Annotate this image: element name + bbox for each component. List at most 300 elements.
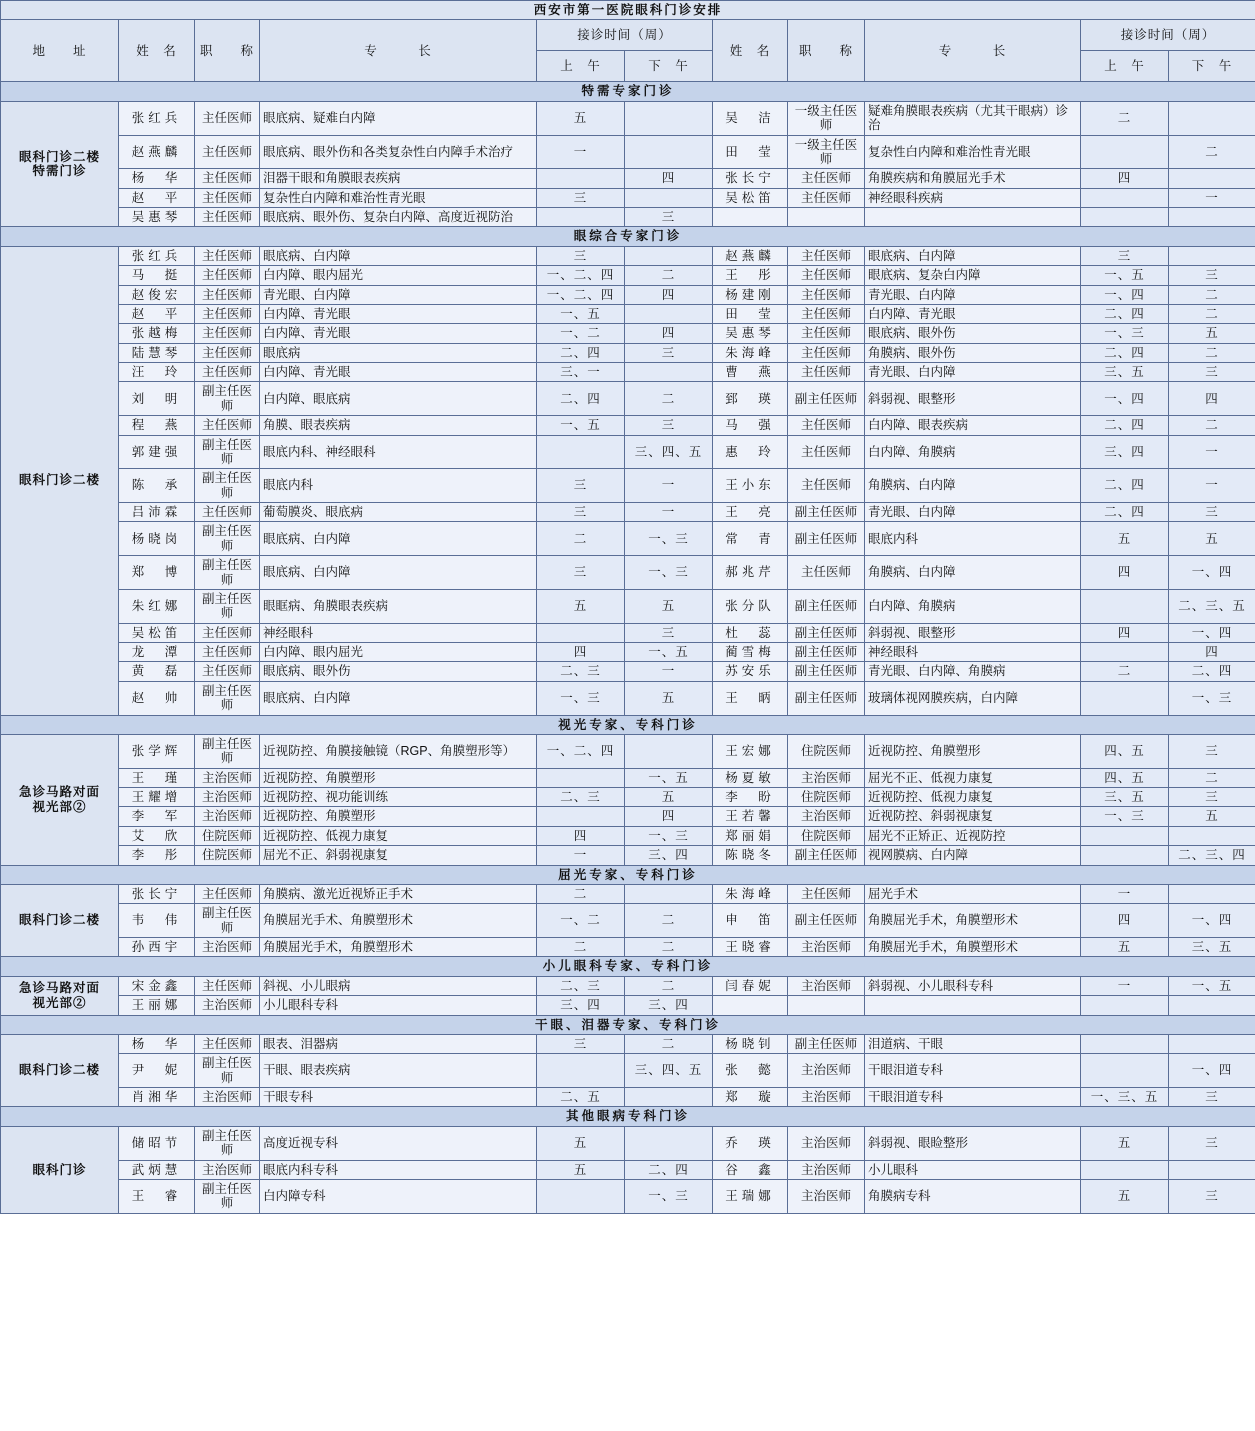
- doctor-specialty: 白内障、眼表疾病: [865, 416, 1081, 435]
- table-row: [1, 623, 1255, 642]
- visit-time-pm: 三: [625, 416, 713, 435]
- table-row: [1, 1088, 1255, 1107]
- doctor-specialty: 屈光手术: [865, 884, 1081, 903]
- doctor-name: 艾 欣: [119, 826, 195, 845]
- visit-time-am: 五: [1081, 1179, 1169, 1213]
- table-row: [1, 285, 1255, 304]
- visit-time-am: 三、一: [537, 363, 625, 382]
- doctor-specialty: 眼底病、白内障: [260, 246, 537, 265]
- section-header-row: [1, 865, 1255, 884]
- visit-time-pm: [625, 188, 713, 207]
- visit-time-am: [537, 768, 625, 787]
- doctor-job-title: 主任医师: [788, 304, 865, 323]
- visit-time-am: [537, 1179, 625, 1213]
- visit-time-am: [1081, 681, 1169, 715]
- visit-time-pm: 一、三: [1169, 681, 1255, 715]
- doctor-job-title: 副主任医师: [195, 469, 260, 503]
- header-visit-time-left: 接诊时间（周）: [537, 20, 713, 51]
- doctor-name: 马 强: [713, 416, 788, 435]
- visit-time-pm: 一、五: [625, 643, 713, 662]
- visit-time-am: [1081, 846, 1169, 865]
- doctor-name: 赵俊宏: [119, 285, 195, 304]
- header-row-top: [1, 20, 1255, 51]
- visit-time-pm: 四: [625, 285, 713, 304]
- doctor-name: 郑 博: [119, 556, 195, 590]
- table-row: [1, 1179, 1255, 1213]
- section-header-row: [1, 1107, 1255, 1126]
- doctor-name: 马 挺: [119, 266, 195, 285]
- doctor-specialty: 小儿眼科专科: [260, 996, 537, 1015]
- visit-time-am: 三: [537, 556, 625, 590]
- visit-time-pm: [1169, 1034, 1255, 1053]
- doctor-name: 陆慧琴: [119, 343, 195, 362]
- visit-time-am: 二、四: [537, 343, 625, 362]
- table-row: [1, 169, 1255, 188]
- table-row: [1, 208, 1255, 227]
- visit-time-pm: [1169, 101, 1255, 135]
- doctor-job-title: 主治医师: [195, 807, 260, 826]
- doctor-specialty: 近视防控、视功能训练: [260, 788, 537, 807]
- doctor-name: 杨 华: [119, 1034, 195, 1053]
- visit-time-pm: 三、四: [625, 996, 713, 1015]
- doctor-specialty: 青光眼、白内障: [260, 285, 537, 304]
- visit-time-pm: 二: [1169, 135, 1255, 169]
- visit-time-am: 四: [1081, 904, 1169, 938]
- visit-time-am: 二、三: [537, 976, 625, 995]
- visit-time-pm: 三: [1169, 1179, 1255, 1213]
- table-row: [1, 1160, 1255, 1179]
- doctor-name: 张学辉: [119, 734, 195, 768]
- doctor-name: 王 昞: [713, 681, 788, 715]
- doctor-job-title: 主治医师: [195, 938, 260, 957]
- doctor-job-title: 主任医师: [195, 324, 260, 343]
- doctor-job-title: 主治医师: [788, 1088, 865, 1107]
- doctor-name: 张长宁: [713, 169, 788, 188]
- doctor-specialty: 眼表、泪器病: [260, 1034, 537, 1053]
- visit-time-am: 一、五: [537, 416, 625, 435]
- doctor-specialty: 近视防控、斜弱视康复: [865, 807, 1081, 826]
- doctor-job-title: 主治医师: [195, 1160, 260, 1179]
- visit-time-am: [537, 169, 625, 188]
- doctor-name: 王若馨: [713, 807, 788, 826]
- visit-time-am: 四: [1081, 623, 1169, 642]
- doctor-job-title: 主任医师: [195, 416, 260, 435]
- table-row: [1, 363, 1255, 382]
- doctor-job-title: 主治医师: [195, 996, 260, 1015]
- doctor-name: 蔺雪梅: [713, 643, 788, 662]
- doctor-name: 王 瑾: [119, 768, 195, 787]
- doctor-job-title: 副主任医师: [788, 589, 865, 623]
- visit-time-am: 四: [1081, 556, 1169, 590]
- visit-time-pm: 五: [625, 788, 713, 807]
- doctor-specialty: 眼底病、眼外伤: [260, 662, 537, 681]
- doctor-specialty: 青光眼、白内障: [865, 363, 1081, 382]
- doctor-specialty: 近视防控、角膜塑形: [260, 807, 537, 826]
- doctor-name: 王 亮: [713, 503, 788, 522]
- address-cell: 眼科门诊: [1, 1126, 119, 1213]
- doctor-specialty: 斜弱视、眼整形: [865, 623, 1081, 642]
- visit-time-pm: 三: [1169, 788, 1255, 807]
- visit-time-pm: 三、五: [1169, 938, 1255, 957]
- visit-time-am: 二、四: [1081, 469, 1169, 503]
- doctor-specialty: 眼底内科: [260, 469, 537, 503]
- doctor-name: 曹 燕: [713, 363, 788, 382]
- doctor-job-title: 副主任医师: [195, 1179, 260, 1213]
- doctor-job-title: 副主任医师: [788, 904, 865, 938]
- doctor-name: 吴松笛: [713, 188, 788, 207]
- visit-time-pm: 一: [625, 469, 713, 503]
- doctor-specialty: 屈光不正、低视力康复: [865, 768, 1081, 787]
- doctor-name: 杨夏敏: [713, 768, 788, 787]
- doctor-name: 吴 洁: [713, 101, 788, 135]
- visit-time-am: 二、四: [1081, 304, 1169, 323]
- doctor-job-title: 副主任医师: [195, 522, 260, 556]
- table-row: [1, 681, 1255, 715]
- header-am-left: 上 午: [537, 51, 625, 82]
- doctor-specialty: 神经眼科: [865, 643, 1081, 662]
- visit-time-am: 二、四: [1081, 416, 1169, 435]
- doctor-specialty: 泪道病、干眼: [865, 1034, 1081, 1053]
- visit-time-am: 一: [1081, 976, 1169, 995]
- table-row: [1, 826, 1255, 845]
- table-row: [1, 904, 1255, 938]
- header-job-title-left: 职 称: [195, 20, 260, 82]
- doctor-specialty: 斜弱视、眼睑整形: [865, 1126, 1081, 1160]
- visit-time-am: 一、三: [537, 681, 625, 715]
- doctor-name: 闫春妮: [713, 976, 788, 995]
- visit-time-pm: 二、四: [625, 1160, 713, 1179]
- doctor-job-title: 主治医师: [788, 1126, 865, 1160]
- doctor-job-title: 主任医师: [788, 246, 865, 265]
- doctor-job-title: 主治医师: [788, 976, 865, 995]
- doctor-name: 张红兵: [119, 101, 195, 135]
- doctor-name: 黄 磊: [119, 662, 195, 681]
- visit-time-am: 一: [1081, 884, 1169, 903]
- doctor-job-title: 主任医师: [788, 435, 865, 469]
- visit-time-pm: [1169, 884, 1255, 903]
- doctor-specialty: 近视防控、角膜接触镜（RGP、角膜塑形等）: [260, 734, 537, 768]
- doctor-specialty: 眼眶病、角膜眼表疾病: [260, 589, 537, 623]
- table-row: [1, 188, 1255, 207]
- doctor-name: 朱海峰: [713, 343, 788, 362]
- doctor-specialty: 眼底病、白内障: [260, 681, 537, 715]
- table-row: [1, 246, 1255, 265]
- doctor-name: 杨 华: [119, 169, 195, 188]
- doctor-job-title: [788, 208, 865, 227]
- visit-time-pm: 三、四、五: [625, 1054, 713, 1088]
- doctor-specialty: 眼底病: [260, 343, 537, 362]
- visit-time-pm: [1169, 208, 1255, 227]
- visit-time-pm: [625, 101, 713, 135]
- doctor-name: 王晓睿: [713, 938, 788, 957]
- doctor-name: [713, 996, 788, 1015]
- doctor-name: 郭建强: [119, 435, 195, 469]
- doctor-name: 杨晓岗: [119, 522, 195, 556]
- visit-time-am: 一、二: [537, 324, 625, 343]
- visit-time-pm: 三: [1169, 363, 1255, 382]
- table-row: [1, 589, 1255, 623]
- visit-time-am: 一、四: [1081, 382, 1169, 416]
- doctor-name: 储昭节: [119, 1126, 195, 1160]
- table-row: [1, 556, 1255, 590]
- visit-time-am: [537, 208, 625, 227]
- doctor-specialty: 角膜屈光手术，角膜塑形术: [260, 938, 537, 957]
- header-name-right: 姓 名: [713, 20, 788, 82]
- visit-time-pm: 三、四: [625, 846, 713, 865]
- visit-time-pm: [625, 246, 713, 265]
- doctor-job-title: 主治医师: [788, 807, 865, 826]
- visit-time-pm: 五: [1169, 807, 1255, 826]
- doctor-name: 赵 平: [119, 304, 195, 323]
- table-row: [1, 416, 1255, 435]
- doctor-specialty: 眼底病、眼外伤: [865, 324, 1081, 343]
- section-header-row: [1, 957, 1255, 976]
- table-row: [1, 1054, 1255, 1088]
- doctor-specialty: 角膜病专科: [865, 1179, 1081, 1213]
- doctor-name: 肖湘华: [119, 1088, 195, 1107]
- doctor-specialty: 青光眼、白内障: [865, 285, 1081, 304]
- visit-time-pm: 二: [625, 938, 713, 957]
- doctor-job-title: 主任医师: [195, 503, 260, 522]
- visit-time-pm: 五: [1169, 324, 1255, 343]
- visit-time-am: 四、五: [1081, 734, 1169, 768]
- doctor-job-title: 主任医师: [195, 304, 260, 323]
- visit-time-pm: 一: [1169, 435, 1255, 469]
- doctor-name: 陈 承: [119, 469, 195, 503]
- doctor-name: 吕沛霖: [119, 503, 195, 522]
- visit-time-am: 二: [537, 522, 625, 556]
- doctor-specialty: 干眼泪道专科: [865, 1088, 1081, 1107]
- visit-time-am: 一: [537, 135, 625, 169]
- doctor-job-title: 住院医师: [788, 788, 865, 807]
- doctor-job-title: 主任医师: [195, 662, 260, 681]
- doctor-name: 苏安乐: [713, 662, 788, 681]
- doctor-specialty: 角膜、眼表疾病: [260, 416, 537, 435]
- visit-time-am: 四、五: [1081, 768, 1169, 787]
- doctor-specialty: 白内障专科: [260, 1179, 537, 1213]
- doctor-name: 赵 帅: [119, 681, 195, 715]
- doctor-specialty: 近视防控、角膜塑形: [865, 734, 1081, 768]
- visit-time-am: 三: [537, 469, 625, 503]
- doctor-name: 杜 蕊: [713, 623, 788, 642]
- visit-time-pm: 一、五: [1169, 976, 1255, 995]
- doctor-name: 韦 伟: [119, 904, 195, 938]
- visit-time-pm: 三: [1169, 1126, 1255, 1160]
- section-title: 屈光专家、专科门诊: [1, 865, 1255, 884]
- doctor-specialty: [865, 208, 1081, 227]
- header-name-left: 姓 名: [119, 20, 195, 82]
- doctor-name: 朱海峰: [713, 884, 788, 903]
- visit-time-pm: 四: [1169, 643, 1255, 662]
- doctor-specialty: [865, 996, 1081, 1015]
- doctor-job-title: 主治医师: [195, 1088, 260, 1107]
- doctor-specialty: 白内障、青光眼: [865, 304, 1081, 323]
- doctor-name: 刘 明: [119, 382, 195, 416]
- visit-time-pm: 五: [625, 681, 713, 715]
- visit-time-pm: 三: [1169, 1088, 1255, 1107]
- doctor-job-title: 主任医师: [788, 324, 865, 343]
- doctor-name: 张长宁: [119, 884, 195, 903]
- visit-time-am: 二: [537, 884, 625, 903]
- doctor-name: 汪 玲: [119, 363, 195, 382]
- doctor-job-title: 主任医师: [788, 416, 865, 435]
- visit-time-pm: [625, 304, 713, 323]
- doctor-specialty: 青光眼、白内障: [865, 503, 1081, 522]
- doctor-specialty: 疑难角膜眼表疾病（尤其干眼病）诊治: [865, 101, 1081, 135]
- doctor-name: 吴惠琴: [119, 208, 195, 227]
- doctor-job-title: 主任医师: [788, 363, 865, 382]
- doctor-specialty: 近视防控、低视力康复: [260, 826, 537, 845]
- visit-time-pm: [625, 884, 713, 903]
- doctor-specialty: 眼底病、眼外伤和各类复杂性白内障手术治疗: [260, 135, 537, 169]
- visit-time-pm: 三: [625, 343, 713, 362]
- doctor-job-title: 主任医师: [788, 343, 865, 362]
- visit-time-pm: 二: [1169, 285, 1255, 304]
- table-row: [1, 768, 1255, 787]
- doctor-specialty: 眼底病、复杂白内障: [865, 266, 1081, 285]
- doctor-job-title: 主任医师: [788, 188, 865, 207]
- table-row: [1, 643, 1255, 662]
- doctor-specialty: 复杂性白内障和难治性青光眼: [260, 188, 537, 207]
- section-title: 眼综合专家门诊: [1, 227, 1255, 246]
- doctor-name: 李 盼: [713, 788, 788, 807]
- doctor-job-title: 副主任医师: [788, 681, 865, 715]
- doctor-specialty: 角膜疾病和角膜屈光手术: [865, 169, 1081, 188]
- doctor-specialty: 干眼、眼表疾病: [260, 1054, 537, 1088]
- doctor-specialty: 高度近视专科: [260, 1126, 537, 1160]
- visit-time-pm: 一、三: [625, 826, 713, 845]
- doctor-name: 孙西宇: [119, 938, 195, 957]
- doctor-job-title: 主任医师: [195, 135, 260, 169]
- visit-time-pm: 一、四: [1169, 904, 1255, 938]
- doctor-name: 吴松笛: [119, 623, 195, 642]
- doctor-name: 宋金鑫: [119, 976, 195, 995]
- address-cell: 眼科门诊二楼: [1, 246, 119, 715]
- doctor-job-title: 住院医师: [788, 734, 865, 768]
- header-specialty-left: 专 长: [260, 20, 537, 82]
- doctor-specialty: 角膜屈光手术、角膜塑形术: [260, 904, 537, 938]
- visit-time-pm: 二: [625, 1034, 713, 1053]
- doctor-specialty: 葡萄膜炎、眼底病: [260, 503, 537, 522]
- doctor-specialty: 角膜病、白内障: [865, 556, 1081, 590]
- address-cell: 眼科门诊二楼: [1, 884, 119, 957]
- doctor-job-title: 主治医师: [788, 1054, 865, 1088]
- doctor-name: 赵燕麟: [119, 135, 195, 169]
- visit-time-pm: 二、三、五: [1169, 589, 1255, 623]
- header-address: 地 址: [1, 20, 119, 82]
- doctor-specialty: 小儿眼科: [865, 1160, 1081, 1179]
- visit-time-pm: 一、三: [625, 1179, 713, 1213]
- table-row: [1, 266, 1255, 285]
- page-title: 西安市第一医院眼科门诊安排: [1, 1, 1255, 20]
- doctor-job-title: 主任医师: [788, 266, 865, 285]
- doctor-job-title: 住院医师: [788, 826, 865, 845]
- visit-time-am: 五: [537, 1126, 625, 1160]
- visit-time-pm: 三: [1169, 503, 1255, 522]
- doctor-job-title: 主任医师: [195, 1034, 260, 1053]
- doctor-name: 张 懿: [713, 1054, 788, 1088]
- doctor-name: 李 彤: [119, 846, 195, 865]
- doctor-specialty: 屈光不正矫正、近视防控: [865, 826, 1081, 845]
- visit-time-am: 一、五: [1081, 266, 1169, 285]
- doctor-name: 王瑞娜: [713, 1179, 788, 1213]
- doctor-name: 王宏娜: [713, 734, 788, 768]
- visit-time-pm: [1169, 1160, 1255, 1179]
- table-row: [1, 324, 1255, 343]
- visit-time-pm: 一: [1169, 469, 1255, 503]
- doctor-specialty: 屈光不正、斜弱视康复: [260, 846, 537, 865]
- visit-time-am: 二、四: [1081, 343, 1169, 362]
- doctor-name: 张越梅: [119, 324, 195, 343]
- section-title: 特需专家门诊: [1, 82, 1255, 101]
- doctor-name: 田 莹: [713, 135, 788, 169]
- visit-time-am: 二、五: [537, 1088, 625, 1107]
- visit-time-am: 一、五: [537, 304, 625, 323]
- doctor-job-title: 主任医师: [788, 469, 865, 503]
- doctor-name: 田 莹: [713, 304, 788, 323]
- doctor-specialty: 眼底内科、神经眼科: [260, 435, 537, 469]
- doctor-job-title: 主任医师: [195, 266, 260, 285]
- table-row: [1, 788, 1255, 807]
- table-row: [1, 343, 1255, 362]
- doctor-job-title: 副主任医师: [788, 522, 865, 556]
- section-header-row: [1, 227, 1255, 246]
- doctor-job-title: 主任医师: [195, 285, 260, 304]
- doctor-job-title: 主治医师: [788, 1160, 865, 1179]
- header-am-right: 上 午: [1081, 51, 1169, 82]
- doctor-job-title: 副主任医师: [788, 382, 865, 416]
- doctor-name: 王小东: [713, 469, 788, 503]
- doctor-name: 王 睿: [119, 1179, 195, 1213]
- doctor-job-title: 主任医师: [195, 246, 260, 265]
- doctor-name: 郑丽娟: [713, 826, 788, 845]
- visit-time-am: 二: [1081, 662, 1169, 681]
- visit-time-am: 三、四: [537, 996, 625, 1015]
- doctor-job-title: 副主任医师: [195, 904, 260, 938]
- doctor-job-title: [788, 996, 865, 1015]
- visit-time-pm: [625, 1088, 713, 1107]
- visit-time-pm: 一、四: [1169, 623, 1255, 642]
- visit-time-am: [1081, 996, 1169, 1015]
- doctor-job-title: 主任医师: [195, 363, 260, 382]
- doctor-job-title: 主任医师: [195, 343, 260, 362]
- table-row: [1, 884, 1255, 903]
- doctor-specialty: 玻璃体视网膜疾病，白内障: [865, 681, 1081, 715]
- doctor-job-title: 主治医师: [195, 768, 260, 787]
- visit-time-pm: [625, 363, 713, 382]
- header-specialty-right: 专 长: [865, 20, 1081, 82]
- visit-time-pm: 一、三: [625, 556, 713, 590]
- visit-time-am: [1081, 188, 1169, 207]
- doctor-name: 王耀增: [119, 788, 195, 807]
- visit-time-pm: 二、四: [1169, 662, 1255, 681]
- visit-time-pm: [1169, 996, 1255, 1015]
- visit-time-pm: 三、四、五: [625, 435, 713, 469]
- doctor-job-title: 主任医师: [195, 188, 260, 207]
- doctor-name: 龙 潭: [119, 643, 195, 662]
- table-row: [1, 1126, 1255, 1160]
- doctor-specialty: 神经眼科: [260, 623, 537, 642]
- doctor-job-title: 副主任医师: [195, 734, 260, 768]
- doctor-job-title: 住院医师: [195, 826, 260, 845]
- doctor-specialty: 眼底病、白内障: [260, 522, 537, 556]
- visit-time-am: 一: [537, 846, 625, 865]
- visit-time-pm: 三: [1169, 266, 1255, 285]
- visit-time-am: [537, 623, 625, 642]
- visit-time-am: 三、五: [1081, 788, 1169, 807]
- visit-time-am: [1081, 135, 1169, 169]
- doctor-specialty: 干眼泪道专科: [865, 1054, 1081, 1088]
